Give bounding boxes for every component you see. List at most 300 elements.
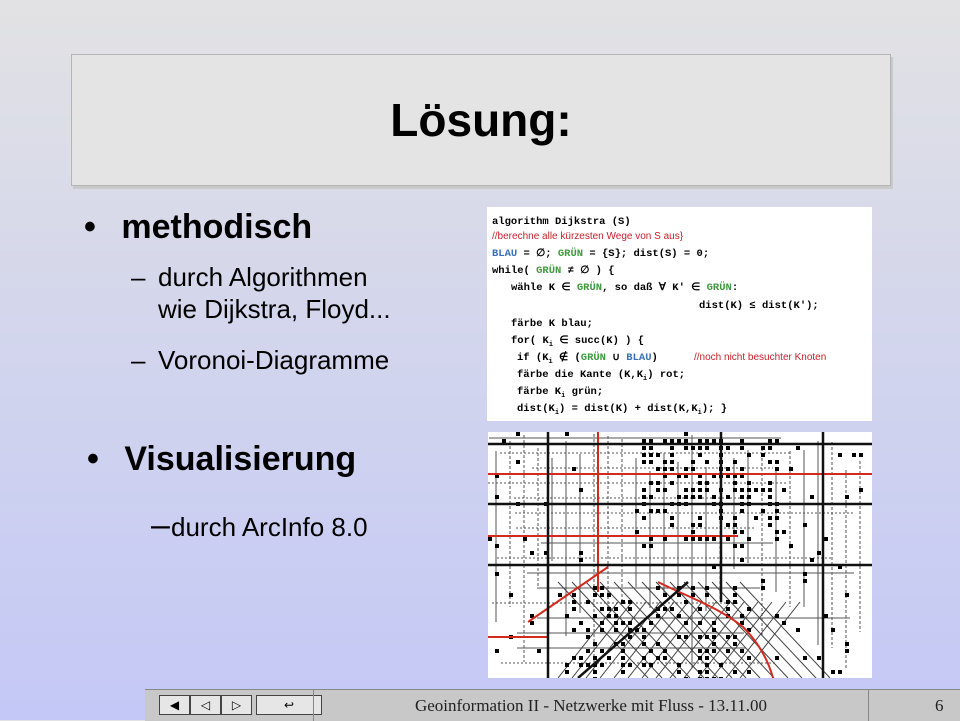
network-node	[845, 642, 849, 646]
network-node	[509, 593, 513, 597]
network-node	[740, 614, 744, 618]
network-node	[656, 614, 660, 618]
network-node	[600, 607, 604, 611]
network-node	[726, 635, 730, 639]
network-node	[621, 656, 625, 660]
network-node	[593, 642, 597, 646]
network-node	[684, 467, 688, 471]
network-node	[628, 600, 632, 604]
network-node	[747, 488, 751, 492]
network-node	[656, 488, 660, 492]
bullet-methodisch	[84, 208, 312, 247]
network-node	[698, 537, 702, 541]
back-icon: ◁	[200, 698, 211, 712]
network-node	[642, 495, 646, 499]
network-node	[817, 551, 821, 555]
network-node	[642, 516, 646, 520]
network-node	[586, 600, 590, 604]
network-node	[740, 544, 744, 548]
network-node	[670, 460, 674, 464]
network-node	[649, 509, 653, 513]
kw-gruen: GRÜN	[706, 282, 732, 294]
network-node	[845, 649, 849, 653]
subscript: i	[697, 409, 702, 417]
network-node	[740, 446, 744, 450]
network-node	[649, 453, 653, 457]
network-node	[852, 453, 856, 457]
code-text: grün;	[565, 386, 604, 398]
network-node	[579, 551, 583, 555]
code-text: = {S}; dist(S) = 0;	[583, 248, 710, 260]
network-node	[663, 537, 667, 541]
network-node	[572, 467, 576, 471]
network-node	[670, 439, 674, 443]
network-node	[775, 467, 779, 471]
network-node	[663, 607, 667, 611]
bullet-dot: •	[84, 208, 96, 246]
network-node	[600, 649, 604, 653]
bullet-dot: •	[87, 440, 99, 478]
code-line-4	[492, 264, 615, 277]
network-node	[628, 621, 632, 625]
code-text: ∪	[606, 352, 627, 364]
kw-blau: BLAU	[492, 248, 518, 260]
network-node	[530, 621, 534, 625]
network-node	[733, 586, 737, 590]
network-node	[607, 614, 611, 618]
network-node	[516, 460, 520, 464]
network-node	[502, 439, 506, 443]
network-node	[579, 488, 583, 492]
network-node	[607, 593, 611, 597]
network-node	[579, 621, 583, 625]
network-node	[726, 446, 730, 450]
network-node	[726, 537, 730, 541]
code-line-11	[517, 386, 603, 400]
network-node	[691, 467, 695, 471]
network-node	[649, 544, 653, 548]
network-node	[572, 628, 576, 632]
network-node	[698, 488, 702, 492]
code-text: , so daß ∀ K' ∈	[602, 282, 707, 294]
network-node	[488, 537, 492, 541]
network-node	[747, 656, 751, 660]
bullet-visualisierung	[87, 440, 356, 479]
network-node	[761, 579, 765, 583]
network-node	[684, 439, 688, 443]
network-node	[705, 446, 709, 450]
diagonal-street	[698, 582, 788, 678]
network-node	[649, 446, 653, 450]
network-node	[663, 439, 667, 443]
network-node	[705, 439, 709, 443]
network-node	[572, 607, 576, 611]
network-node	[586, 628, 590, 632]
network-node	[726, 649, 730, 653]
network-node	[698, 439, 702, 443]
network-node	[649, 481, 653, 485]
network-node	[691, 446, 695, 450]
network-node	[803, 572, 807, 576]
network-node	[691, 495, 695, 499]
network-node	[642, 628, 646, 632]
code-text: if (K	[517, 352, 549, 364]
network-node	[733, 530, 737, 534]
network-node	[593, 614, 597, 618]
network-node	[691, 523, 695, 527]
network-node	[859, 488, 863, 492]
diagonal-street	[656, 582, 746, 678]
network-node	[740, 649, 744, 653]
network-node	[726, 600, 730, 604]
network-node	[712, 537, 716, 541]
network-node	[600, 621, 604, 625]
network-node	[656, 481, 660, 485]
network-node	[726, 607, 730, 611]
network-node	[691, 586, 695, 590]
code-text: ) = dist(K) + dist(K,K	[559, 403, 698, 415]
network-node	[712, 495, 716, 499]
network-node	[698, 446, 702, 450]
code-text: ≠ ∅ ) {	[561, 265, 615, 277]
network-node	[642, 446, 646, 450]
network-node	[600, 593, 604, 597]
network-node	[698, 635, 702, 639]
network-node	[670, 453, 674, 457]
network-node	[600, 628, 604, 632]
network-node	[740, 509, 744, 513]
network-node	[621, 663, 625, 667]
network-node	[663, 467, 667, 471]
code-line-3	[492, 247, 709, 260]
network-node	[635, 530, 639, 534]
network-node	[670, 516, 674, 520]
network-node	[775, 537, 779, 541]
network-node	[656, 586, 660, 590]
diagonal-street	[726, 582, 816, 678]
network-node	[670, 467, 674, 471]
network-node	[705, 656, 709, 660]
network-node	[649, 663, 653, 667]
network-node	[810, 558, 814, 562]
network-node	[684, 488, 688, 492]
network-node	[754, 516, 758, 520]
code-line-9	[517, 350, 658, 366]
code-text: = ∅;	[517, 248, 558, 260]
code-text: while(	[492, 265, 537, 277]
network-node	[621, 649, 625, 653]
network-node	[642, 453, 646, 457]
network-node	[733, 635, 737, 639]
network-node	[593, 670, 597, 674]
network-node	[656, 509, 660, 513]
footer-caption: Geoinformation II - Netzwerke mit Fluss - 13.11.00	[414, 696, 768, 715]
network-node	[698, 670, 702, 674]
network-node	[649, 537, 653, 541]
network-node	[677, 635, 681, 639]
network-node	[747, 607, 751, 611]
slide-title: Lösung:	[390, 94, 572, 146]
network-node	[670, 481, 674, 485]
first-slide-button[interactable]	[159, 695, 190, 715]
sub-text: Voronoi-Diagramme	[158, 345, 390, 375]
network-node	[782, 621, 786, 625]
code-text: ) rot;	[647, 369, 686, 381]
network-node	[607, 656, 611, 660]
network-node	[712, 635, 716, 639]
network-node	[740, 530, 744, 534]
network-node	[670, 607, 674, 611]
kw-gruen: GRÜN	[580, 352, 606, 364]
network-node	[698, 453, 702, 457]
title-box	[71, 54, 891, 186]
dash: –	[131, 345, 146, 375]
network-node	[705, 593, 709, 597]
network-node	[558, 593, 562, 597]
network-node	[656, 656, 660, 660]
network-node	[600, 586, 604, 590]
code-line-1: algorithm Dijkstra (S)	[492, 216, 631, 228]
network-node	[537, 649, 541, 653]
network-node	[649, 460, 653, 464]
network-node	[789, 467, 793, 471]
network-node	[572, 656, 576, 660]
network-node	[691, 530, 695, 534]
network-node	[705, 488, 709, 492]
network-node	[642, 642, 646, 646]
network-node	[838, 453, 842, 457]
network-node	[677, 495, 681, 499]
back-button[interactable]	[190, 695, 221, 715]
network-node	[656, 467, 660, 471]
network-node	[754, 488, 758, 492]
network-node	[733, 481, 737, 485]
subscript: i	[643, 375, 648, 383]
subscript: i	[561, 392, 566, 400]
network-node	[572, 600, 576, 604]
network-node	[698, 649, 702, 653]
network-node	[733, 544, 737, 548]
network-node	[663, 656, 667, 660]
forward-button[interactable]	[221, 695, 252, 715]
network-node	[768, 446, 772, 450]
network-node	[593, 656, 597, 660]
network-node	[698, 481, 702, 485]
network-node	[705, 649, 709, 653]
sub-bullet-voronoi	[131, 345, 390, 376]
diagonal-street	[740, 582, 830, 678]
network-node	[649, 621, 653, 625]
code-comment-2: //noch nicht besuchter Knoten	[694, 352, 827, 363]
network-node	[705, 670, 709, 674]
network-node	[831, 670, 835, 674]
diagonal-street	[712, 582, 802, 678]
dash: –	[151, 506, 170, 544]
network-node	[530, 551, 534, 555]
network-node	[747, 670, 751, 674]
network-node	[579, 558, 583, 562]
kw-blau: BLAU	[626, 352, 652, 364]
code-text: for( K	[511, 335, 549, 347]
bullet-label: methodisch	[121, 208, 313, 246]
network-node	[740, 488, 744, 492]
network-node	[768, 439, 772, 443]
network-node	[691, 593, 695, 597]
subscript: i	[548, 358, 553, 366]
network-node	[726, 467, 730, 471]
page-number: 6	[935, 696, 944, 715]
forward-icon: ▷	[231, 698, 242, 712]
network-node	[705, 635, 709, 639]
network-node	[768, 481, 772, 485]
network-node	[803, 523, 807, 527]
network-node	[775, 530, 779, 534]
code-line-8	[511, 334, 644, 349]
network-node	[740, 467, 744, 471]
network-node	[768, 523, 772, 527]
network-node	[684, 432, 688, 436]
network-node	[600, 663, 604, 667]
network-node	[733, 460, 737, 464]
network-node	[684, 677, 688, 678]
street-network-graphic	[488, 432, 872, 678]
network-node	[719, 677, 723, 678]
subscript: i	[548, 341, 554, 349]
network-node	[761, 586, 765, 590]
network-node	[705, 677, 709, 678]
code-text: :	[731, 282, 739, 294]
network-node	[628, 607, 632, 611]
code-text: färbe die Kante (K,K	[517, 369, 644, 381]
network-node	[775, 516, 779, 520]
network-node	[642, 663, 646, 667]
network-node	[621, 670, 625, 674]
code-text: färbe K	[517, 386, 562, 398]
network-node	[733, 600, 737, 604]
network-node	[747, 453, 751, 457]
network-node	[831, 628, 835, 632]
footer-bar	[145, 689, 960, 721]
network-node	[747, 481, 751, 485]
network-node	[670, 523, 674, 527]
network-node	[572, 593, 576, 597]
network-node	[642, 635, 646, 639]
footer-divider	[868, 690, 869, 721]
network-node	[649, 649, 653, 653]
network-node	[684, 600, 688, 604]
network-node	[495, 572, 499, 576]
sub-text-line2: wie Dijkstra, Floyd...	[158, 294, 391, 324]
network-node	[516, 432, 520, 436]
network-node	[614, 628, 618, 632]
diagonal-street	[684, 582, 774, 678]
network-node	[817, 656, 821, 660]
subscript: i	[554, 409, 560, 417]
code-text: dist(K	[517, 403, 555, 415]
network-node	[565, 670, 569, 674]
network-node	[495, 544, 499, 548]
network-node	[663, 460, 667, 464]
network-node	[642, 439, 646, 443]
slide-navigation	[159, 695, 322, 715]
network-node	[593, 586, 597, 590]
code-line-12	[517, 403, 727, 417]
network-node	[712, 677, 716, 678]
network-node	[698, 523, 702, 527]
network-node	[586, 649, 590, 653]
network-node	[768, 495, 772, 499]
network-node	[705, 481, 709, 485]
network-node	[712, 642, 716, 646]
first-slide-icon: ◀	[169, 698, 180, 712]
footer-divider	[313, 690, 314, 721]
network-node	[677, 614, 681, 618]
network-node	[698, 621, 702, 625]
network-node	[628, 663, 632, 667]
network-node	[705, 460, 709, 464]
network-node	[761, 446, 765, 450]
network-node	[614, 607, 618, 611]
network-node	[642, 488, 646, 492]
network-node	[740, 439, 744, 443]
network-node	[677, 670, 681, 674]
network-node	[663, 488, 667, 492]
network-node	[733, 488, 737, 492]
network-node	[768, 516, 772, 520]
network-node	[649, 495, 653, 499]
network-node	[712, 628, 716, 632]
network-node	[656, 642, 660, 646]
code-line-5	[511, 281, 738, 294]
network-node	[698, 656, 702, 660]
network-node	[712, 439, 716, 443]
network-node	[747, 537, 751, 541]
network-node	[775, 614, 779, 618]
dijkstra-code-image	[487, 207, 872, 421]
network-node	[523, 537, 527, 541]
network-node	[593, 677, 597, 678]
network-node	[859, 453, 863, 457]
dash: –	[131, 262, 146, 292]
network-node	[614, 621, 618, 625]
network-node	[768, 460, 772, 464]
network-node	[565, 663, 569, 667]
network-node	[824, 537, 828, 541]
sub-text: durch ArcInfo 8.0	[171, 512, 368, 542]
network-node	[642, 460, 646, 464]
network-node	[614, 614, 618, 618]
network-node	[845, 593, 849, 597]
network-node	[691, 537, 695, 541]
network-node	[761, 453, 765, 457]
network-node	[684, 495, 688, 499]
network-node	[684, 537, 688, 541]
network-node	[782, 488, 786, 492]
network-node	[586, 635, 590, 639]
network-node	[698, 607, 702, 611]
network-node	[565, 614, 569, 618]
network-node	[726, 495, 730, 499]
kw-gruen: GRÜN	[576, 282, 603, 294]
network-node	[733, 642, 737, 646]
network-node	[733, 670, 737, 674]
network-node	[782, 530, 786, 534]
sub-bullet-arcinfo	[151, 506, 368, 551]
network-node	[698, 516, 702, 520]
network-node	[579, 663, 583, 667]
network-node	[677, 439, 681, 443]
code-line-10	[517, 369, 685, 383]
